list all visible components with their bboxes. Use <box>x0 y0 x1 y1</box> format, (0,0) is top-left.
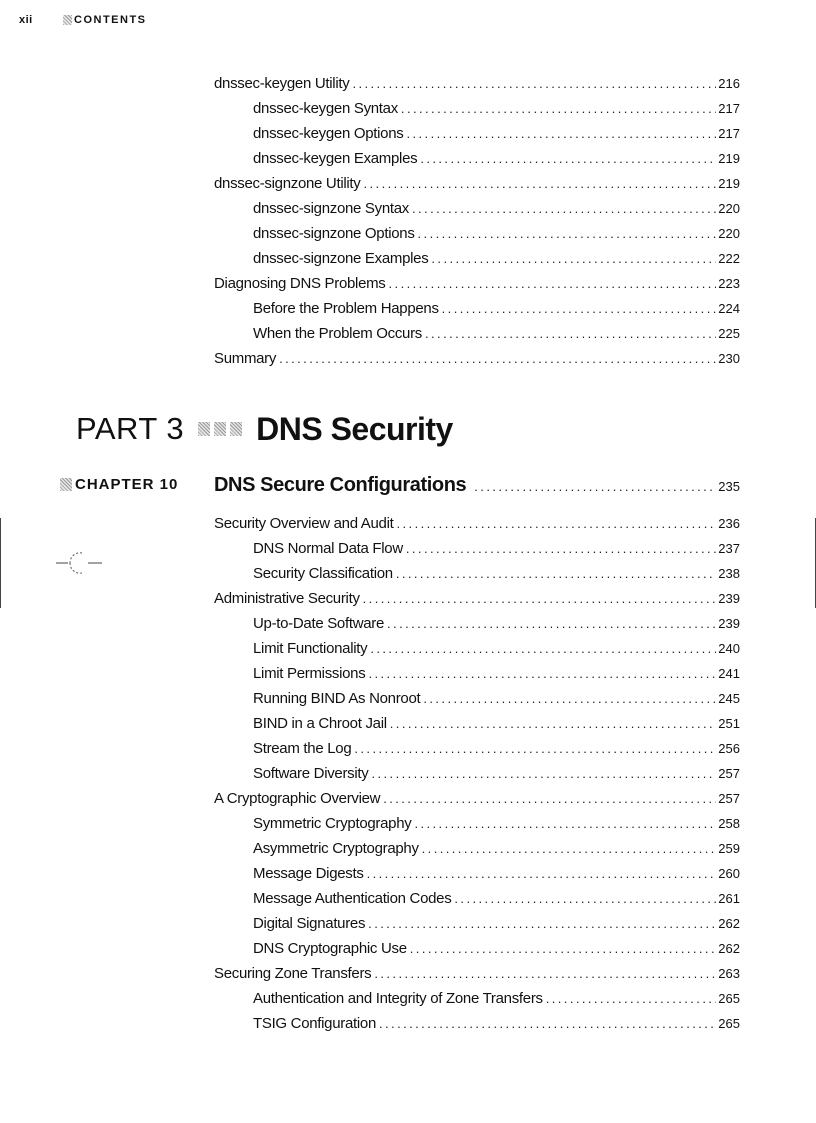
toc-entry[interactable] <box>214 248 740 270</box>
dot-leader <box>418 223 717 245</box>
dot-leader <box>442 298 717 320</box>
toc-entry-page-number: 216 <box>718 76 740 91</box>
page-folio: xii <box>19 14 33 26</box>
dot-leader <box>279 348 716 370</box>
dot-leader <box>406 123 716 145</box>
dot-leader <box>454 888 716 910</box>
toc-entry-page-number: 251 <box>718 716 740 731</box>
toc-entry-page-number: 219 <box>718 176 740 191</box>
toc-entry-title: Security Classification <box>253 565 393 582</box>
dot-leader <box>406 538 716 560</box>
dot-leader <box>383 788 716 810</box>
toc-entry[interactable] <box>214 663 740 685</box>
toc-entry-page-number: 240 <box>718 641 740 656</box>
toc-entry-title: A Cryptographic Overview <box>214 790 381 807</box>
toc-entry[interactable] <box>214 938 740 960</box>
toc-entry[interactable] <box>214 638 740 660</box>
dot-leader <box>423 688 716 710</box>
toc-entry-title: When the Problem Occurs <box>253 325 422 342</box>
toc-entry-title: Security Overview and Audit <box>214 515 394 532</box>
toc-entry[interactable] <box>214 988 740 1010</box>
toc-entry-page-number: 257 <box>718 766 740 781</box>
toc-entry-title: Securing Zone Transfers <box>214 965 372 982</box>
toc-entry-page-number: 261 <box>718 891 740 906</box>
toc-entry-page-number: 262 <box>718 916 740 931</box>
crop-mark-left <box>0 518 1 608</box>
toc-entry[interactable] <box>214 838 740 860</box>
dot-leader <box>389 273 717 295</box>
dot-leader <box>546 988 717 1010</box>
toc-entry[interactable] <box>214 713 740 735</box>
dot-leader <box>396 563 716 585</box>
toc-entry[interactable] <box>214 538 740 560</box>
toc-entry-title: Administrative Security <box>214 590 360 607</box>
toc-entry-page-number: 263 <box>718 966 740 981</box>
toc-entry-title: Asymmetric Cryptography <box>253 840 419 857</box>
toc-entry-page-number: 241 <box>718 666 740 681</box>
toc-entry[interactable] <box>214 298 740 320</box>
toc-entry-page-number: 245 <box>718 691 740 706</box>
toc-entry-page-number: 217 <box>718 101 740 116</box>
toc-entry-title: Digital Signatures <box>253 915 366 932</box>
toc-entry[interactable] <box>214 323 740 345</box>
dot-leader <box>363 588 717 610</box>
toc-entry-page-number: 256 <box>718 741 740 756</box>
toc-entry[interactable] <box>214 913 740 935</box>
chapter-label-text: CHAPTER 10 <box>75 476 179 493</box>
toc-entry-title: dnssec-keygen Examples <box>253 150 418 167</box>
toc-entry-page-number: 225 <box>718 326 740 341</box>
chapter-entry[interactable] <box>60 474 740 500</box>
toc-entry-page-number: 220 <box>718 226 740 241</box>
toc-entry-page-number: 259 <box>718 841 740 856</box>
toc-entry-page-number: 222 <box>718 251 740 266</box>
toc-entry-title: DNS Cryptographic Use <box>253 940 407 957</box>
dot-leader <box>431 248 716 270</box>
toc-entry-page-number: 265 <box>718 991 740 1006</box>
toc-entry[interactable] <box>214 198 740 220</box>
dot-leader <box>397 513 717 535</box>
dot-leader <box>422 838 717 860</box>
toc-entry-title: dnssec-signzone Syntax <box>253 200 409 217</box>
dot-leader <box>370 638 716 660</box>
toc-entry[interactable] <box>214 73 740 95</box>
toc-entry-page-number: 237 <box>718 541 740 556</box>
dot-leader <box>354 738 716 760</box>
toc-entry[interactable] <box>214 963 740 985</box>
chapter-title: DNS Secure Configurations <box>214 474 467 496</box>
toc-entry[interactable] <box>214 688 740 710</box>
toc-entry-title: Summary <box>214 350 277 367</box>
toc-entry-page-number: 239 <box>718 591 740 606</box>
toc-entry-title: Up-to-Date Software <box>253 615 385 632</box>
toc-entry-title: Symmetric Cryptography <box>253 815 412 832</box>
toc-entry[interactable] <box>214 763 740 785</box>
registration-mark-icon <box>56 550 102 576</box>
toc-entry-page-number: 262 <box>718 941 740 956</box>
dot-leader <box>367 863 717 885</box>
part-title: DNS Security <box>256 410 453 447</box>
toc-entry[interactable] <box>214 123 740 145</box>
toc-entry-title: DNS Normal Data Flow <box>253 540 403 557</box>
toc-entry[interactable] <box>214 148 740 170</box>
section-marker-icon <box>63 15 72 25</box>
toc-entry-title: Message Authentication Codes <box>253 890 452 907</box>
toc-entry[interactable] <box>214 1013 740 1035</box>
dot-leader <box>474 479 714 494</box>
toc-entry-page-number: 219 <box>718 151 740 166</box>
toc-entry[interactable] <box>214 888 740 910</box>
toc-entry-page-number: 230 <box>718 351 740 366</box>
toc-entry-title: dnssec-keygen Utility <box>214 75 350 92</box>
toc-entry[interactable] <box>214 738 740 760</box>
toc-entry-page-number: 236 <box>718 516 740 531</box>
toc-entry[interactable] <box>214 273 740 295</box>
toc-entry-page-number: 265 <box>718 1016 740 1031</box>
toc-entry[interactable] <box>214 348 740 370</box>
toc-entry-title: Running BIND As Nonroot <box>253 690 421 707</box>
toc-entry-title: dnssec-keygen Syntax <box>253 100 398 117</box>
toc-entry-title: dnssec-signzone Options <box>253 225 415 242</box>
toc-entry[interactable] <box>214 98 740 120</box>
toc-entry-title: Authentication and Integrity of Zone Transfers <box>253 990 543 1007</box>
toc-entry-page-number: 239 <box>718 616 740 631</box>
chapter-page-number: 235 <box>718 479 740 494</box>
toc-entry[interactable] <box>214 788 740 810</box>
toc-entry-page-number: 223 <box>718 276 740 291</box>
dot-leader <box>379 1013 716 1035</box>
toc-entry[interactable] <box>214 613 740 635</box>
toc-entry[interactable] <box>214 813 740 835</box>
toc-entry[interactable] <box>214 563 740 585</box>
toc-entry-title: dnssec-keygen Options <box>253 125 404 142</box>
toc-entry-title: Software Diversity <box>253 765 369 782</box>
dot-leader <box>368 913 716 935</box>
dot-leader <box>390 713 717 735</box>
dot-leader <box>412 198 716 220</box>
toc-entry-page-number: 220 <box>718 201 740 216</box>
dot-leader <box>364 173 717 195</box>
toc-entry-page-number: 258 <box>718 816 740 831</box>
dot-leader <box>352 73 716 95</box>
toc-entry-title: Diagnosing DNS Problems <box>214 275 386 292</box>
chapter-marker-icon <box>60 478 72 491</box>
toc-entry-title: Message Digests <box>253 865 364 882</box>
toc-entry-title: BIND in a Chroot Jail <box>253 715 387 732</box>
toc-entry-title: Stream the Log <box>253 740 352 757</box>
toc-entry-page-number: 238 <box>718 566 740 581</box>
dot-leader <box>368 663 716 685</box>
part-heading <box>76 408 453 450</box>
dot-leader <box>374 963 716 985</box>
running-head-section: CONTENTS <box>74 14 147 26</box>
dot-leader <box>414 813 716 835</box>
part-marker-icon <box>198 422 246 436</box>
dot-leader <box>401 98 716 120</box>
toc-entry-page-number: 217 <box>718 126 740 141</box>
toc-entry[interactable] <box>214 173 740 195</box>
toc-entry[interactable] <box>214 588 740 610</box>
toc-entry-title: TSIG Configuration <box>253 1015 376 1032</box>
dot-leader <box>371 763 716 785</box>
part-label: PART 3 <box>76 411 185 446</box>
toc-entry-page-number: 224 <box>718 301 740 316</box>
dot-leader <box>387 613 716 635</box>
toc-entry[interactable] <box>214 863 740 885</box>
toc-entry-title: Before the Problem Happens <box>253 300 439 317</box>
chapter-label <box>60 476 214 493</box>
running-head <box>19 14 147 26</box>
toc-entry-title: Limit Functionality <box>253 640 368 657</box>
toc-entry-title: dnssec-signzone Examples <box>253 250 429 267</box>
toc-entry[interactable] <box>214 223 740 245</box>
toc-entry[interactable] <box>214 513 740 535</box>
dot-leader <box>410 938 717 960</box>
toc-entry-page-number: 260 <box>718 866 740 881</box>
toc-entry-title: Limit Permissions <box>253 665 366 682</box>
dot-leader <box>425 323 716 345</box>
dot-leader <box>420 148 716 170</box>
toc-entry-page-number: 257 <box>718 791 740 806</box>
toc-entry-title: dnssec-signzone Utility <box>214 175 361 192</box>
